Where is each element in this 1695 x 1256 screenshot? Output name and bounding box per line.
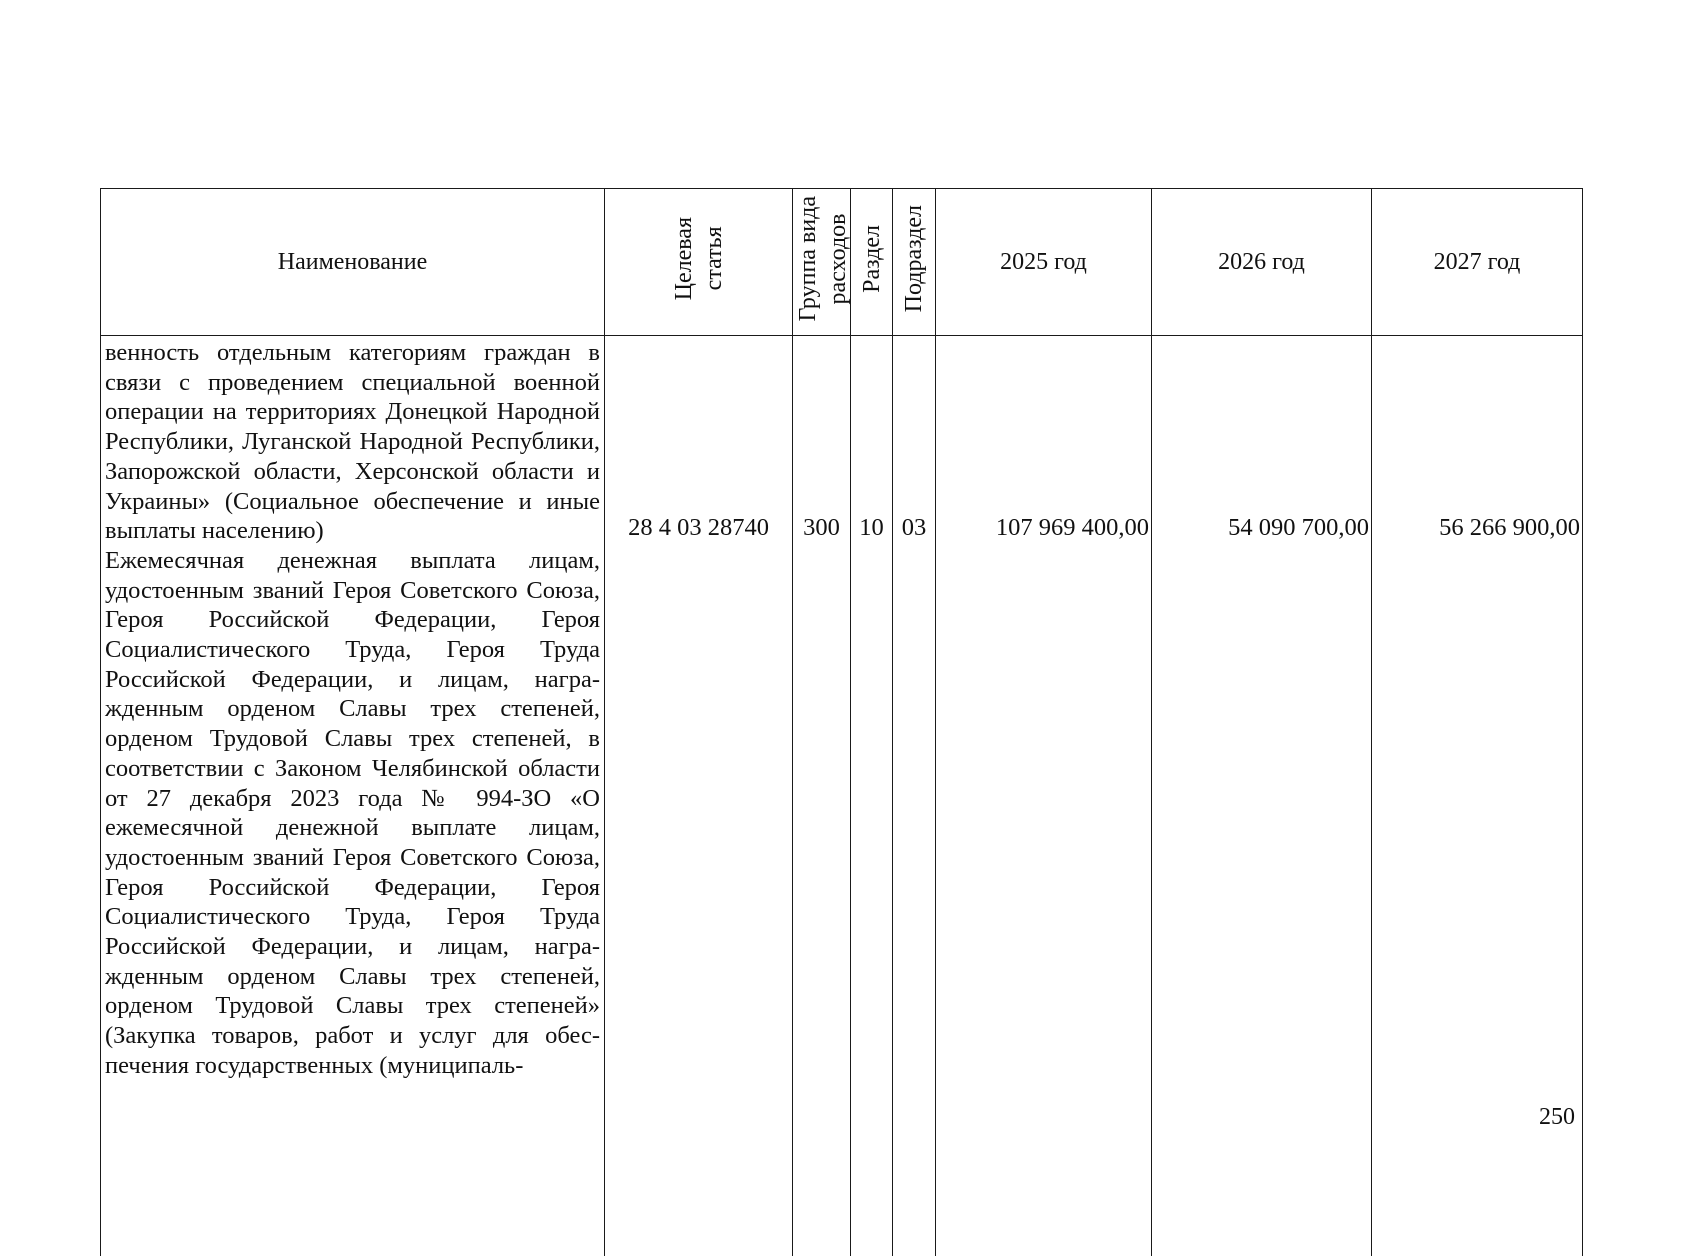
row-target-article: 28 4 03 28740	[605, 336, 793, 1256]
header-name: Наименование	[101, 189, 605, 336]
row-amount-2026: 54 090 700,00	[1152, 336, 1372, 1256]
header-2026: 2026 год	[1152, 189, 1372, 336]
row-expense-group: 300	[793, 336, 851, 1256]
header-expense-group: Группа вида расходов	[793, 189, 851, 336]
row-amount-2027: 56 266 900,00	[1372, 336, 1583, 1256]
row-name-text-part1: венность отдельным категориям граждан в связи с проведением специальной военной операции на территориях Донецкой Народной Республики, Луганской Народной Республики, Запорожской области, Херсонской области и Украины» (Социальное обеспечение и иные выплаты населению)	[105, 338, 600, 546]
header-2025: 2025 год	[936, 189, 1152, 336]
row-section: 10	[851, 336, 893, 1256]
row-name-text-part2: Ежемесячная денежная выплата лицам, удостоенным званий Героя Советского Союза, Героя Российской Федерации, Героя Социалистического Труда, Героя Труда Российской Федерации, и лицам, награжденным орденом Славы трех степеней, орденом Трудовой Славы трех степеней, в соответствии с Законом Челябинской области от 27 декабря 2023 года № 994-ЗО «О ежемесячной денежной выплате лицам, удостоенным званий Героя Советского Союза, Героя Российской Федерации, Героя Социалистического Труда, Героя Труда Российской Федерации, и лицам, награжденным орденом Славы трех степеней, орденом Трудовой Славы трех степеней» (Закупка товаров, работ и услуг для обеспечения государственных (муниципаль-	[105, 546, 600, 1081]
row-subsection: 03	[893, 336, 936, 1256]
header-section: Раздел	[851, 189, 893, 336]
header-target-article: Целевая статья	[605, 189, 793, 336]
row-name-cell	[101, 336, 605, 1256]
table-row	[101, 336, 1583, 1256]
budget-table	[100, 188, 1583, 1256]
header-subsection: Подраздел	[893, 189, 936, 336]
header-2027: 2027 год	[1372, 189, 1583, 336]
page-number: 250	[1539, 1104, 1575, 1131]
table-header-row	[101, 189, 1583, 336]
row-amount-2025: 107 969 400,00	[936, 336, 1152, 1256]
